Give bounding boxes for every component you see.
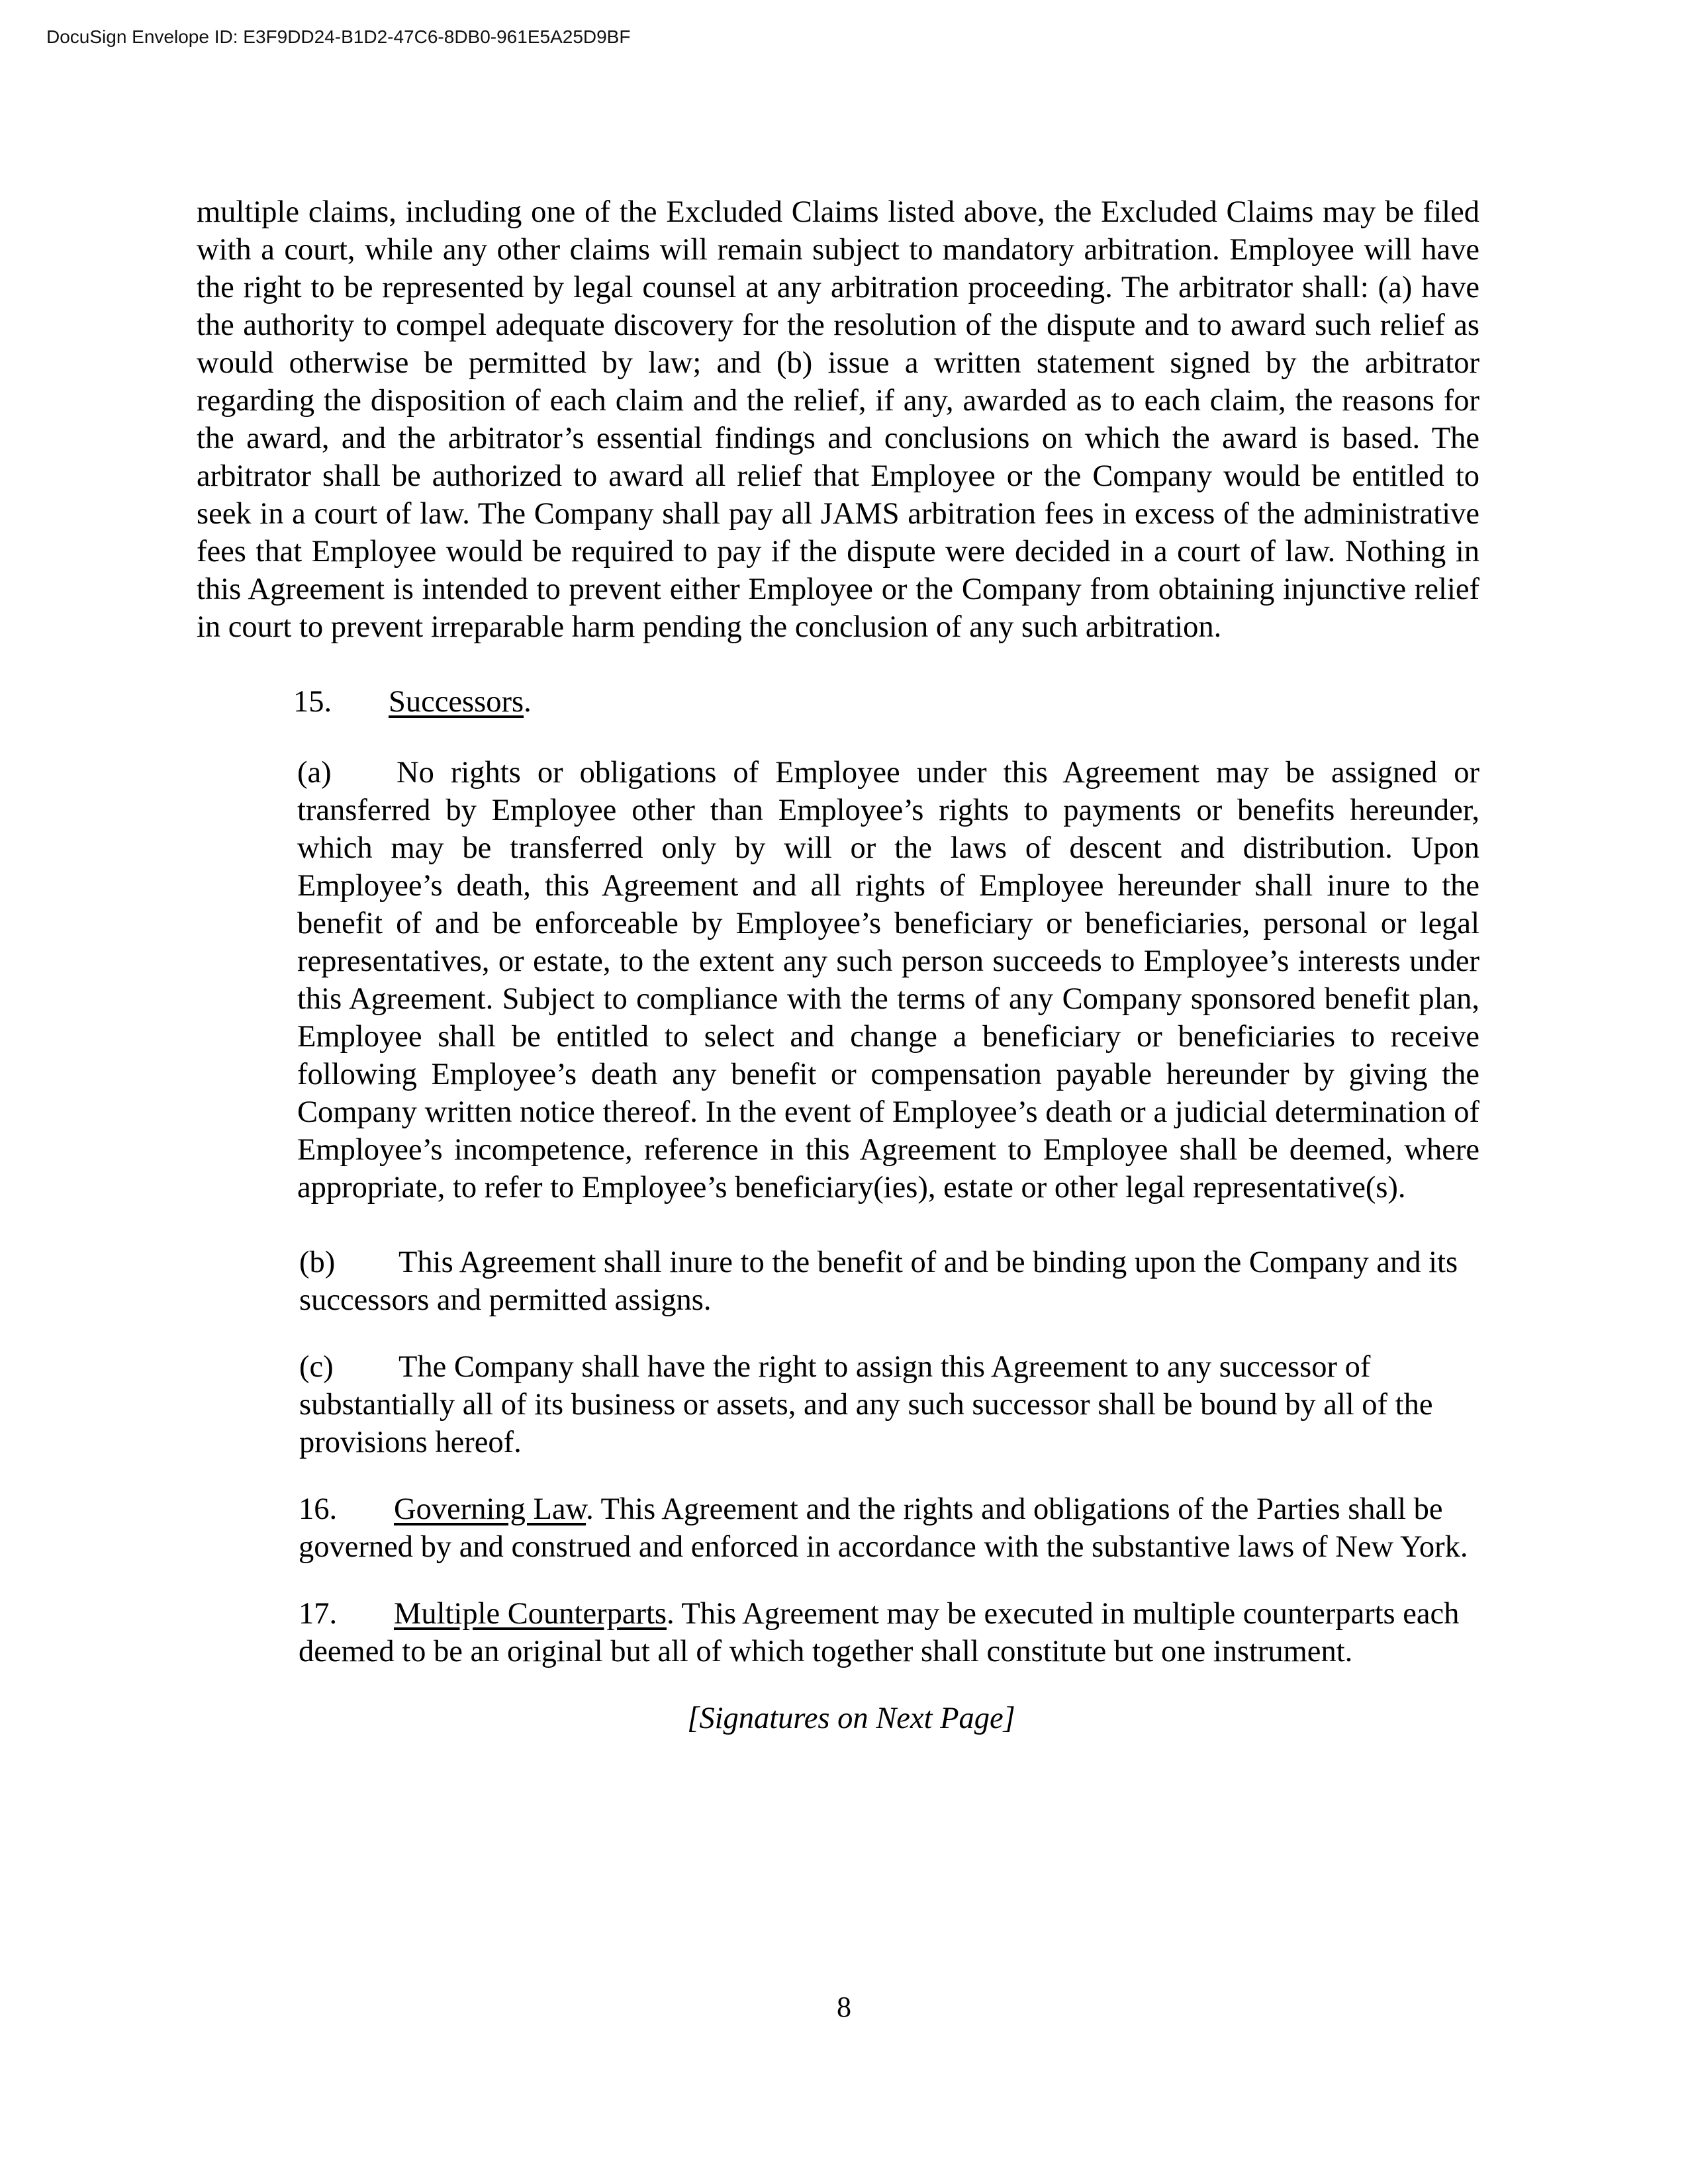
section-17-paragraph [197, 1595, 1479, 1670]
section-15a-paragraph [197, 754, 1479, 1206]
section-15b-text: This Agreement shall inure to the benefit of and be binding upon the Company and its successors and permitted assigns. [299, 1246, 1458, 1317]
section-17-number: 17. [299, 1597, 338, 1631]
section-17-text: . This Agreement may be executed in multiple counterparts each deemed to be an original but all of which together shall constitute but one instrument. [299, 1597, 1460, 1668]
section-15-heading-period: . [524, 685, 532, 719]
section-17-heading: Multiple Counterparts [394, 1597, 667, 1631]
section-15c-paragraph [197, 1348, 1479, 1461]
section-16-paragraph [197, 1490, 1479, 1566]
section-16-number: 16. [299, 1492, 338, 1526]
section-15b-paragraph [197, 1244, 1479, 1319]
section-15-heading: Successors [389, 685, 524, 719]
page-number: 8 [837, 1991, 851, 2023]
section-15c-text: The Company shall have the right to assign this Agreement to any successor of substantially all of its business or assets, and any such successor shall be bound by all of the provisions hereof. [299, 1350, 1433, 1459]
arbitration-continuation-paragraph: multiple claims, including one of the Excluded Claims listed above, the Excluded Claims may be filed with a court, while any other claims will remain subject to mandatory arbitration. Employee will have the right to be represented by legal counsel at any arbitration proceeding. The arbitrator shall: (a) have the authority to compel adequate discovery for the resolution of the dispute and to award such relief as would otherwise be permitted by law; and (b) issue a written statement signed by the arbitrator regarding the disposition of each claim and the relief, if any, awarded as to each claim, the reasons for the award, and the arbitrator’s essential findings and conclusions on which the award is based. The arbitrator shall be authorized to award all relief that Employee or the Company would be entitled to seek in a court of law. The Company shall pay all JAMS arbitration fees in excess of the administrative fees that Employee would be required to pay if the dispute were decided in a court of law. Nothing in this Agreement is intended to prevent either Employee or the Company from obtaining injunctive relief in court to prevent irreparable harm pending the conclusion of any such arbitration. [197, 195, 1479, 644]
section-15a-label: (a) [297, 756, 332, 790]
section-15b-label: (b) [299, 1246, 336, 1279]
section-15-number: 15. [293, 685, 332, 719]
section-16-text: . This Agreement and the rights and obligations of the Parties shall be governed by and construed and enforced in accordance with the substantive laws of New York. [299, 1492, 1468, 1564]
section-16-heading: Governing Law [394, 1492, 586, 1526]
section-15a-text: No rights or obligations of Employee under this Agreement may be assigned or transferred by Employee other than Employee’s rights to payments or benefits hereunder, which may be transferred only by will or the laws of descent and distribution. Upon Employee’s death, this Agreement and all rights of Employee hereunder shall inure to the benefit of and be enforceable by Employee’s beneficiary or beneficiaries, personal or legal representatives, or estate, to the extent any such person succeeds to Employee’s interests under this Agreement. Subject to compliance with the terms of any Company sponsored benefit plan, Employee shall be entitled to select and change a beneficiary or beneficiaries to receive following Employee’s death any benefit or compensation payable hereunder by giving the Company written notice thereof. In the event of Employee’s death or a judicial determination of Employee’s incompetence, reference in this Agreement to Employee shall be deemed, where appropriate, to refer to Employee’s beneficiary(ies), estate or other legal representative(s). [297, 756, 1479, 1205]
docusign-envelope-id: DocuSign Envelope ID: E3F9DD24-B1D2-47C6-8DB0-961E5A25D9BF [46, 26, 631, 47]
section-15c-label: (c) [299, 1350, 334, 1384]
document-body [197, 193, 1479, 1737]
section-15-heading-line [197, 683, 1479, 721]
signature-page-note: [Signatures on Next Page] [687, 1702, 1015, 1735]
